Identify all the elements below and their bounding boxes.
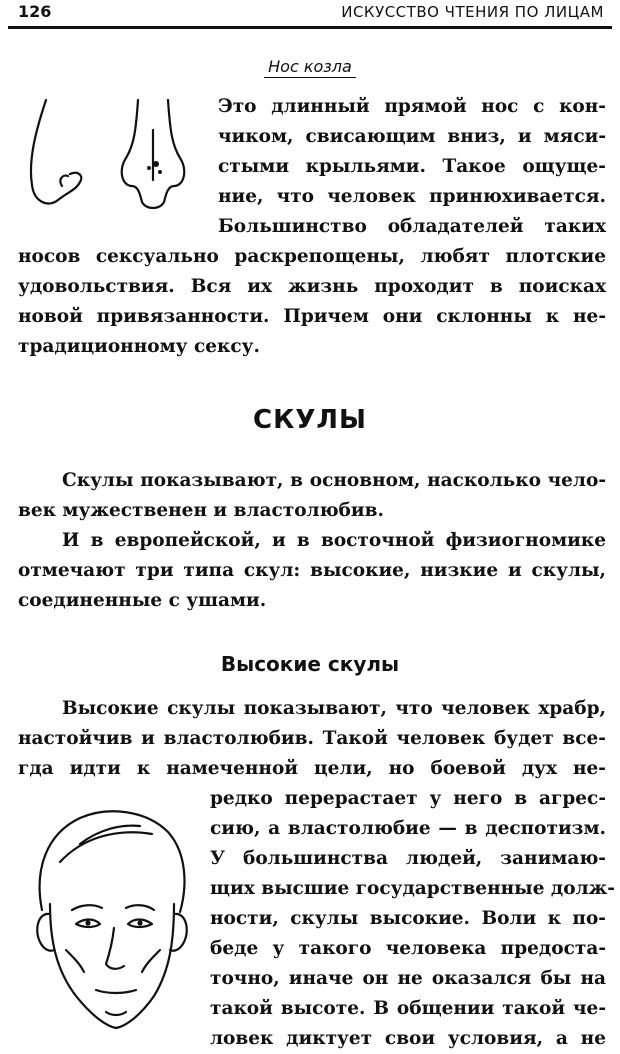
nose-paragraph-full [18, 242, 606, 362]
nose-line [106, 928, 124, 969]
text-line: ловек диктует свои условия, а не [210, 1028, 606, 1049]
face-high-cheekbones-illustration [20, 800, 200, 1040]
text-line: удовольствия. Вся их жизнь проходит в поисках [18, 276, 606, 297]
hair-strand [60, 832, 152, 862]
text-line: чиком, свисающим вниз, и мяси- [218, 126, 606, 147]
mouth [96, 990, 136, 993]
chin-line [106, 1012, 126, 1015]
nose-hatch-dot [158, 170, 162, 174]
text-line: Это длинный прямой нос с кон- [218, 96, 606, 117]
text-line: редко перерастает у него в агрес- [210, 788, 606, 809]
page-header [8, 0, 612, 29]
text-line: беде у такого человека предоста- [210, 938, 606, 959]
cheekbones-paragraph-1 [18, 466, 606, 526]
nose-nostril-profile [60, 176, 68, 186]
text-line: гда идти к намеченной цели, но боевой дух не- [18, 758, 606, 779]
text-line: Высокие скулы показывают, что человек храбр, [62, 698, 606, 719]
text-line: носов сексуально раскрепощены, любят плотские [18, 246, 606, 267]
nose-profile-line [31, 100, 81, 204]
face-left-contour [50, 904, 116, 1028]
goat-nose-caption: Нос козла [264, 57, 356, 78]
text-line: ности, скулы высокие. Воли к по- [210, 908, 606, 929]
page-number: 126 [18, 2, 52, 21]
nose-hatch-dot [147, 166, 151, 170]
subsection-heading: Высокие скулы [220, 652, 400, 676]
right-pupil [137, 920, 142, 925]
right-brow [126, 905, 154, 910]
left-pupil [85, 920, 90, 925]
nose-front-left [122, 100, 142, 202]
figure-caption [0, 57, 620, 76]
text-line: традиционному сексу. [18, 336, 260, 357]
goat-nose-illustration [18, 90, 208, 220]
text-line: точно, иначе он не оказался бы на [210, 968, 606, 989]
high-cheekbones-paragraph-wrapped [210, 784, 615, 1054]
text-line: сию, а властолюбие — в деспотизм. [210, 818, 606, 839]
text-line: Скулы показывают, в основном, насколько чело- [62, 470, 606, 491]
cheekbones-paragraph-2 [18, 526, 606, 616]
text-line: настойчив и властолюбив. Такой человек будет все- [18, 728, 606, 749]
section-heading: СКУЛЫ [253, 405, 367, 435]
text-line: И в европейской, и в восточной физиогномике [62, 530, 606, 551]
nose-paragraph-wrapped [218, 92, 606, 242]
right-cheekbone [142, 950, 160, 972]
nose-front-tip [142, 202, 164, 208]
text-line: Большинство обладателей таких [218, 216, 606, 237]
text-line: отмечают три типа скул: высокие, низкие и скулы, [18, 560, 606, 581]
text-line: стыми крыльями. Такое ощуще- [218, 156, 606, 177]
text-line: ние, что человек принюхивается. [218, 186, 606, 207]
high-cheekbones-paragraph-full [18, 694, 606, 784]
left-brow [72, 905, 102, 910]
text-line: щих высшие государственные долж- [210, 878, 615, 899]
text-line: соединенные с ушами. [18, 590, 267, 611]
text-line: У большинства людей, занимаю- [210, 848, 606, 869]
nose-hatch-dot [153, 161, 159, 167]
nose-front-right [164, 100, 184, 202]
text-line: век мужественен и властолюбив. [18, 500, 384, 521]
text-line: такой высоте. В общении такой че- [210, 998, 606, 1019]
text-line: новой привязанности. Причем они склонны к не- [18, 306, 606, 327]
running-title: ИСКУССТВО ЧТЕНИЯ ПО ЛИЦАМ [341, 3, 604, 21]
left-cheekbone [66, 950, 84, 972]
